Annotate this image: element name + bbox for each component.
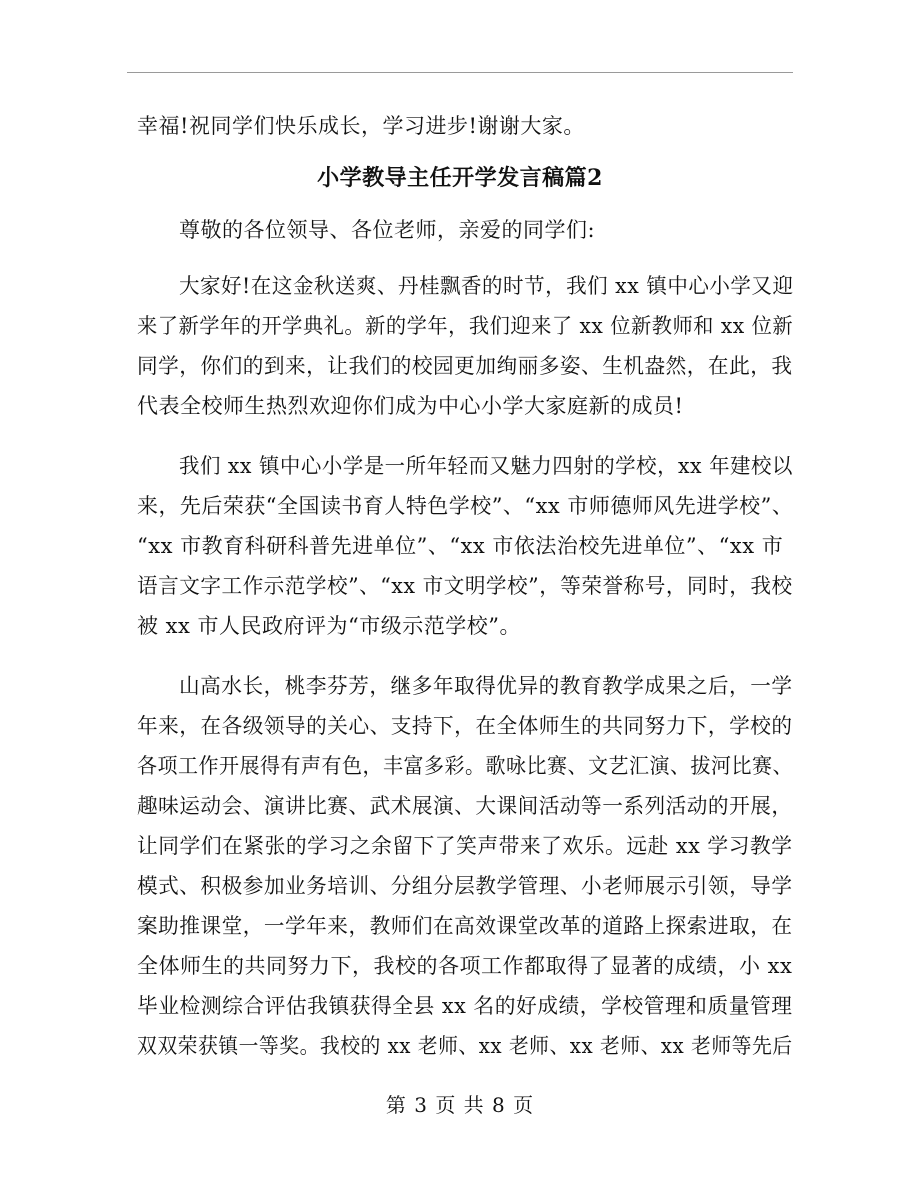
page-footer: 第 3 页 共 8 页 [385,1093,535,1117]
paragraph-2-line-2: 来，先后荣获“全国读书育人特色学校”、“xx 市师德师风先进学校”、 [137,494,794,518]
paragraph-3-line-1: 山高水长，桃李芬芳，继多年取得优异的教育教学成果之后，一学 [179,674,793,698]
section-title: 小学教导主任开学发言稿篇2 [317,165,603,191]
greeting-line: 尊敬的各位领导、各位老师，亲爱的同学们: [179,218,596,242]
paragraph-2-line-5: 被 xx 市人民政府评为“市级示范学校”。 [137,614,522,638]
paragraph-3-line-7: 案助推课堂，一学年来，教师们在高效课堂改革的道路上探索进取，在 [137,914,793,938]
paragraph-3-line-2: 年来，在各级领导的关心、支持下，在全体师生的共同努力下，学校的 [137,714,793,738]
intro-tail-line: 幸福!祝同学们快乐成长，学习进步!谢谢大家。 [137,114,585,138]
paragraph-2-line-3: “xx 市教育科研科普先进单位”、“xx 市依法治校先进单位”、“xx 市 [137,534,784,558]
paragraph-1-line-2: 来了新学年的开学典礼。新的学年，我们迎来了 xx 位新教师和 xx 位新 [137,314,794,338]
paragraph-3-line-5: 让同学们在紧张的学习之余留下了笑声带来了欢乐。远赴 xx 学习教学 [137,834,793,858]
paragraph-3-line-10: 双双荣获镇一等奖。我校的 xx 老师、xx 老师、xx 老师、xx 老师等先后 [137,1034,793,1058]
paragraph-3-line-3: 各项工作开展得有声有色，丰富多彩。歌咏比赛、文艺汇演、拔河比赛、 [137,754,794,778]
paragraph-3-line-9: 毕业检测综合评估我镇获得全县 xx 名的好成绩，学校管理和质量管理 [137,994,793,1018]
paragraph-2-line-1: 我们 xx 镇中心小学是一所年轻而又魅力四射的学校，xx 年建校以 [179,454,793,478]
paragraph-2-line-4: 语言文字工作示范学校”、“xx 市文明学校”，等荣誉称号，同时，我校 [137,574,793,598]
header-rule [127,72,793,73]
paragraph-3-line-4: 趣味运动会、演讲比赛、武术展演、大课间活动等一系列活动的开展， [137,794,793,818]
paragraph-1-line-3: 同学，你们的到来，让我们的校园更加绚丽多姿、生机盎然，在此，我 [137,354,793,378]
paragraph-3-line-6: 模式、积极参加业务培训、分组分层教学管理、小老师展示引领，导学 [137,874,793,898]
paragraph-1-line-4: 代表全校师生热烈欢迎你们成为中心小学大家庭新的成员! [137,394,684,418]
paragraph-3-line-8: 全体师生的共同努力下，我校的各项工作都取得了显著的成绩，小 xx [137,954,793,978]
paragraph-1-line-1: 大家好!在这金秋送爽、丹桂飘香的时节，我们 xx 镇中心小学又迎 [179,274,794,298]
